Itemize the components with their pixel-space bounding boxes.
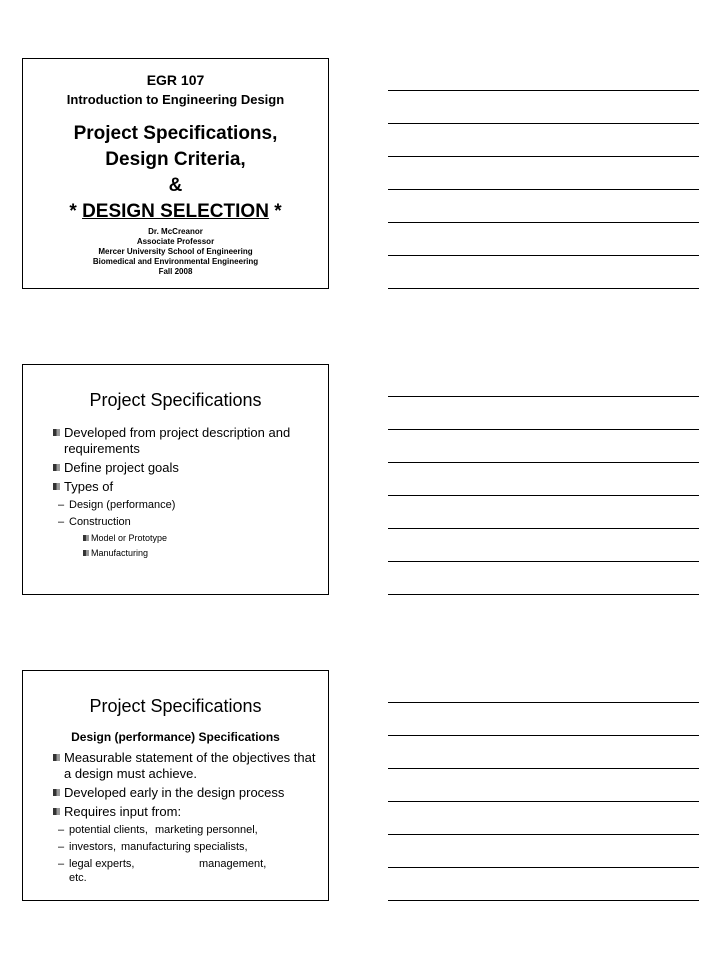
dash-bullet: – (58, 516, 65, 528)
sub-bullet-item: – legal experts, management, etc. (58, 858, 267, 884)
dash-bullet: – (58, 858, 65, 870)
bullet-item: Developed from project description and requirements (53, 425, 318, 457)
slide-heading: Project Specifications (89, 390, 262, 410)
slide-thumbnail-2 (22, 364, 329, 595)
author-department: Biomedical and Environmental Engineering (92, 257, 259, 266)
note-line (388, 867, 699, 868)
course-code: EGR 107 (146, 72, 205, 88)
author-school: Mercer University School of Engineering (98, 247, 253, 256)
note-line (388, 702, 699, 703)
note-line (388, 594, 699, 595)
note-line (388, 396, 699, 397)
slide-thumbnail-1 (22, 58, 329, 289)
square-bullet-icon (83, 535, 89, 541)
note-line (388, 90, 699, 91)
note-line (388, 735, 699, 736)
note-line (388, 462, 699, 463)
square-bullet-icon (53, 483, 60, 490)
note-line (388, 900, 699, 901)
note-line (388, 429, 699, 430)
sub-bullet-item: – Design (performance) (58, 499, 176, 511)
term: Fall 2008 (158, 267, 193, 276)
note-line (388, 561, 699, 562)
note-line (388, 834, 699, 835)
slide-thumbnail-3 (22, 670, 329, 901)
title-star-right: * (268, 201, 282, 222)
sub-sub-bullet-item: Manufacturing (53, 547, 318, 559)
note-line (388, 255, 699, 256)
bullet-list (53, 425, 318, 562)
square-bullet-icon (53, 429, 60, 436)
bullet-list (53, 750, 318, 888)
note-line (388, 768, 699, 769)
bullet-item: Define project goals (53, 460, 318, 476)
note-line (388, 288, 699, 289)
slide-subheading: Design (performance) Specifications (71, 730, 280, 744)
dash-bullet: – (58, 499, 65, 511)
title-line-4 (23, 199, 328, 225)
square-bullet-icon (53, 754, 60, 761)
author-position: Associate Professor (136, 237, 215, 246)
title-star-left: * (69, 201, 83, 222)
note-line (388, 156, 699, 157)
title-line-3: & (168, 175, 183, 196)
sub-sub-bullet-item: Model or Prototype (53, 532, 318, 544)
slide-title (23, 121, 328, 225)
square-bullet-icon (53, 789, 60, 796)
course-header (23, 71, 328, 109)
bullet-item: Developed early in the design process (53, 785, 318, 801)
bullet-item: Measurable statement of the objectives that a design must achieve. (53, 750, 318, 782)
square-bullet-icon (53, 464, 60, 471)
sub-bullet-item: – investors, manufacturing specialists, (58, 841, 248, 853)
note-line (388, 528, 699, 529)
square-bullet-icon (53, 808, 60, 815)
title-emphasis: DESIGN SELECTION (82, 201, 269, 222)
title-line-1: Project Specifications, (73, 123, 278, 144)
note-line (388, 123, 699, 124)
note-line (388, 222, 699, 223)
dash-bullet: – (58, 824, 65, 836)
square-bullet-icon (83, 550, 89, 556)
dash-bullet: – (58, 841, 65, 853)
sub-bullet-item: – Construction (58, 516, 131, 528)
title-line-2: Design Criteria, (105, 149, 246, 170)
course-name: Introduction to Engineering Design (66, 92, 285, 107)
sub-bullet-item: – potential clients, marketing personnel, (58, 824, 258, 836)
author-name: Dr. McCreanor (148, 227, 203, 236)
slide-heading: Project Specifications (89, 696, 262, 716)
bullet-item: Types of (53, 479, 318, 495)
bullet-item: Requires input from: (53, 804, 318, 820)
note-line (388, 495, 699, 496)
note-line (388, 189, 699, 190)
note-line (388, 801, 699, 802)
author-block (23, 227, 328, 277)
